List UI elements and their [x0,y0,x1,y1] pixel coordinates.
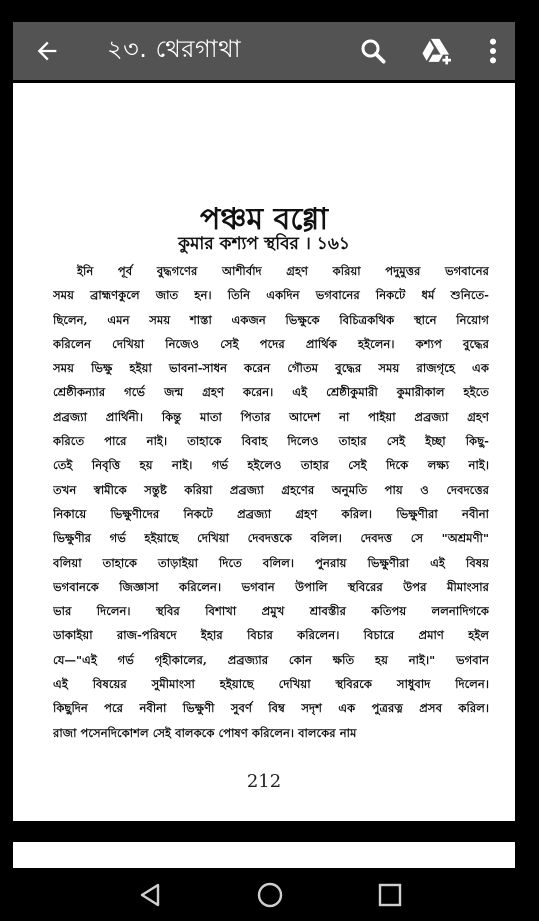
status-bar [0,0,539,22]
nav-recents-button[interactable] [368,873,412,917]
arrow-back-icon [33,37,61,65]
text-line: ডাকাইয়া রাজ-পরিষদে ইহার বিচার করিলেন। বিচারে প্রমাণ হইল [53,628,489,643]
section-subtitle: কুমার কশ্যপ স্থবির । ১৬১ [178,234,350,254]
text-line: ভিক্ষুণীর গর্ভ হইয়াছে দেখিয়া দেবদত্তকে বলিল। দেবদত্ত সে "অশ্রমণী" [53,531,489,546]
document-title: ২৩. থেরগাথা [107,35,242,63]
text-line: রাজা পসেনদিকোশল সেই বালককে পোষণ করিলেন। বালকের নাম [53,725,357,740]
nav-home-circle-icon [256,881,284,909]
nav-back-triangle-icon [138,882,162,908]
text-line: ভার দিলেন। স্থবির বিশাখা প্রমুখ শ্রাবস্তীর কতিপয় ললনাদিগকে [53,604,489,619]
text-line: শ্রেষ্ঠীকন্যার গর্ভে জন্ম গ্রহণ করেন। এই শ্রেষ্ঠীকুমারী কুমারীকাল হইতে [53,385,489,400]
page-number: 212 [246,771,282,792]
nav-home-button[interactable] [248,873,292,917]
text-line: তেই নিবৃত্তি হয় নাই। গর্ভ হইলেও তাহার সেই দিকে লক্ষ্য নাই। [53,458,489,473]
search-icon [358,36,388,66]
more-options-button[interactable] [471,29,515,73]
text-line: ইনি পূর্ব বুদ্ধগণের আশীর্বাদ গ্রহণ করিয়া পদুমুত্তর ভগবানের [77,264,489,278]
back-button[interactable] [25,29,69,73]
pdf-page[interactable] [13,83,515,821]
chapter-title: পঞ্চম বগ্গো [199,202,329,237]
text-line: এই বিষয়ের সুমীমাংসা হইয়াছে দেখিয়া স্থবিরকে সাধুবাদ দিলেন। [53,677,489,692]
text-line: করিতে পারে নাই। তাহাকে বিবাহ দিলেও তাহার সেই ইচ্ছা কিছু- [53,434,489,449]
text-line: যে—"এই গর্ভ গৃহীকালের, প্রব্রজ্যার কোন ক্ষতি হয় নাই।" ভগবান [53,652,489,667]
body-text [53,259,489,745]
add-to-drive-button[interactable] [415,29,459,73]
text-line: বলিয়া তাহাকে তাড়াইয়া দিতে বলিল। পুনরায় ভিক্ষুণীরা এই বিষয় [53,555,489,570]
text-line: করিলেন দেখিয়া নিজেও সেই পদের প্রার্থিক হইলেন। কশ্যপ বুদ্ধের [53,336,489,351]
app-bar [13,22,515,80]
text-line: ভগবানকে জিজ্ঞাসা করিলেন। ভগবান উপালি স্থবিরের উপর মীমাংসার [53,579,489,594]
text-line: কিছুদিন পরে নবীনা ভিক্ষুণী সুবর্ণ বিম্ব সদৃশ এক পুত্ররত্ন প্রসব করিল। [53,701,489,716]
text-line: সময় ভিক্ষু হইয়া ভাবনা-সাধন করেন গৌতম বুদ্ধের সময় রাজগৃহে এক [53,361,489,376]
search-button[interactable] [351,29,395,73]
text-line: নিকায়ে ভিক্ষুণীদের নিকটে প্রব্রজ্যা গ্রহণ করিল। ভিক্ষুণীরা নবীনা [53,506,489,521]
text-line: প্রব্রজ্যা প্রার্থিনী। কিন্তু মাতা পিতার আদেশ না পাইয়া প্রব্রজ্যা গ্রহণ [53,409,489,424]
nav-recents-square-icon [378,883,402,907]
google-drive-add-icon [420,36,454,66]
system-nav-bar [0,868,539,921]
more-vert-icon [488,37,498,65]
nav-back-button[interactable] [128,873,172,917]
next-page-edge[interactable] [13,842,515,868]
text-line: তখন স্বামীকে সন্তুষ্ট করিয়া প্রব্রজ্যা গ্রহণের অনুমতি পায় ও দেবদত্তের [53,482,489,497]
text-line: ছিলেন, এমন সময় শাস্তা একজন ভিক্ষুকে বিচিত্রকথিক স্থানে নিয়োগ [53,312,489,327]
text-line: সময় ব্রাহ্মণকুলে জাত হন। তিনি একদিন ভগবানের নিকটে ধর্ম শুনিতে- [53,288,489,303]
